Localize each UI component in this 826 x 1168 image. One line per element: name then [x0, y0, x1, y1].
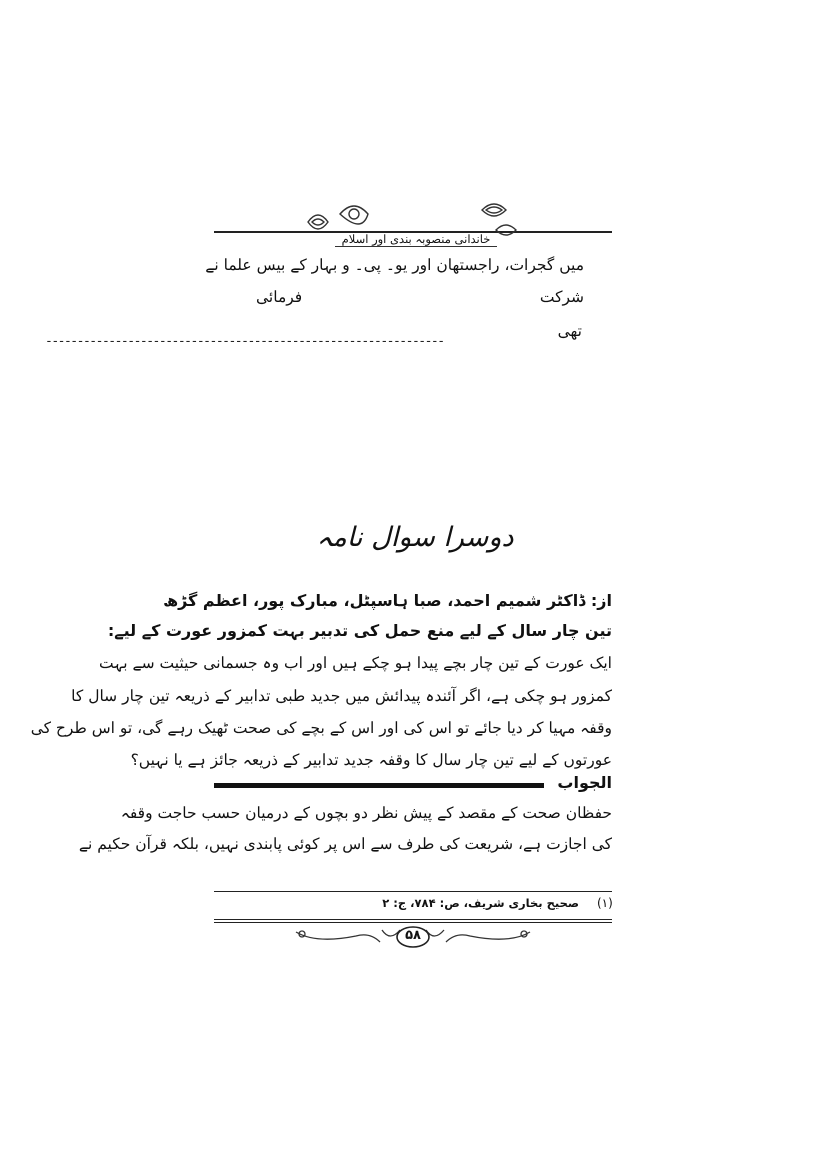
carryover-word-left: فرمائی	[256, 288, 303, 306]
footnote-text: صحیح بخاری شریف، ص: ۷۸۴، ج: ۲	[382, 896, 579, 910]
carryover-word-right: شرکت	[539, 288, 584, 306]
bottom-rule-1	[214, 919, 612, 920]
question-line-1: ایک عورت کے تین چار بچے پیدا ہو چکے ہیں اور اب وہ جسمانی حیثیت سے بہت	[99, 654, 612, 672]
answer-line-2: کی اجازت ہے، شریعت کی طرف سے اس پر کوئی پابندی نہیں، بلکہ قرآن حکیم نے	[78, 835, 612, 853]
dashed-separator: ---------------------------------------------------------------	[45, 334, 444, 349]
question-line-3: وقفہ مہیا کر دیا جائے تو اس کی اور اس کے بچے کی صحت ٹھیک رہے گی، تو اس طرح کی	[30, 719, 612, 737]
carryover-line-1: میں گجرات، راجستھان اور یو۔ پی۔ و بہار کے بیس علما نے	[205, 256, 584, 274]
footnote-marker: (۱)	[597, 896, 613, 910]
subject-line: تین چار سال کے لیے منع حمل کی تدبیر بہت کمزور عورت کے لیے:	[107, 621, 612, 640]
from-line: از: ڈاکٹر شمیم احمد، صبا ہاسپٹل، مبارک پور، اعظم گڑھ	[163, 591, 612, 610]
answer-line-1: حفظان صحت کے مقصد کے پیش نظر دو بچوں کے درمیان حسب حاجت وقفہ	[120, 804, 612, 822]
question-line-4: عورتوں کے لیے تین چار سال کا وقفہ جدید تدابیر کے ذریعہ جائز ہے یا نہیں؟	[130, 751, 612, 769]
footnote-rule	[214, 891, 612, 892]
section-title: دوسرا سوال نامہ	[316, 522, 514, 553]
answer-heading: الجواب	[553, 773, 612, 792]
answer-heading-rule	[214, 783, 544, 788]
bottom-rule-2	[214, 922, 612, 923]
carryover-line-3: تھی	[557, 322, 582, 340]
running-title: خاندانی منصوبہ بندی اور اسلام	[335, 232, 497, 247]
question-line-2: کمزور ہو چکی ہے، اگر آئندہ پیدائش میں جدید طبی تدابیر کے ذریعہ تین چار سال کا	[71, 687, 612, 705]
page-number: ۵۸	[405, 928, 421, 943]
